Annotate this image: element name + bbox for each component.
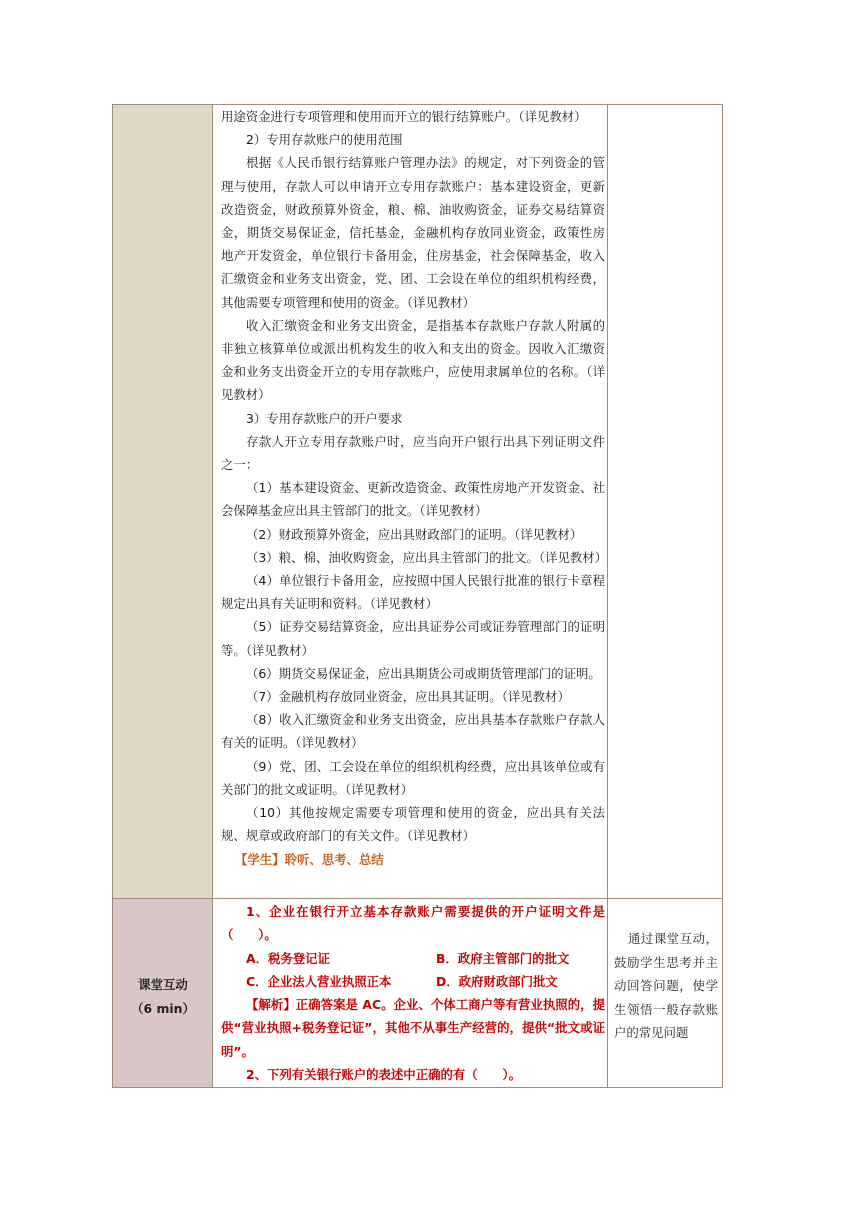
- content-paragraph: 用途资金进行专项管理和使用而开立的银行结算账户。（详见教材）: [221, 109, 587, 124]
- question-block: [221, 900, 605, 1086]
- content-paragraph: （5）证券交易结算资金，应出具证券公司或证券管理部门的证明等。（详见教材）: [221, 619, 605, 658]
- label-cell-interaction: [113, 899, 213, 1087]
- option-b: B．政府主管部门的批文: [436, 950, 570, 966]
- question-2: 2、下列有关银行账户的表述中正确的有（ ）。: [246, 1067, 522, 1083]
- teaching-note: [614, 927, 718, 1045]
- lesson-content: [221, 105, 608, 871]
- content-paragraph: 2）专用存款账户的使用范围: [246, 132, 403, 148]
- section-duration: （6 min）: [131, 1001, 195, 1016]
- section-title: 课堂互动: [138, 977, 188, 992]
- option-a: A．税务登记证: [246, 950, 330, 966]
- note-cell-interaction: [608, 899, 722, 1087]
- content-paragraph: （3）粮、棉、油收购资金，应出具主管部门的批文。（详见教材）: [246, 549, 608, 565]
- option-c: C．企业法人营业执照正本: [246, 973, 392, 989]
- lesson-plan-table: [112, 104, 723, 1088]
- content-paragraph: （10）其他按规定需要专项管理和使用的资金，应出具有关法规、规章或政府部门的有关文件。（详见教材）: [221, 805, 605, 844]
- options-row-2: [221, 970, 605, 993]
- answer-analysis: 【解析】正确答案是 AC。企业、个体工商户等有营业执照的，提供“营业执照+税务登记证”，其他不从事生产经营的，提供“批文或证明”。: [221, 997, 605, 1059]
- content-cell-top: [213, 105, 608, 899]
- question-1: 1、企业在银行开立基本存款账户需要提供的开户证明文件是（ ）。: [221, 904, 605, 943]
- content-paragraph: （7）金融机构存放同业资金，应出具其证明。（详见教材）: [246, 689, 570, 705]
- teaching-note-text: 通过课堂互动，鼓励学生思考并主动回答问题，使学生领悟一般存款账户的常见问题: [614, 931, 718, 1040]
- section-label: [113, 973, 213, 1021]
- content-paragraph: （9）党、团、工会设在单位的组织机构经费，应出具该单位或有关部门的批文或证明。（详见教材）: [221, 758, 605, 797]
- content-paragraph: 3）专用存款账户的开户要求: [246, 410, 403, 426]
- option-d: D．政府财政部门批文: [436, 973, 558, 989]
- content-paragraph: （8）收入汇缴资金和业务支出资金，应出具基本存款账户存款人有关的证明。（详见教材）: [221, 712, 605, 751]
- content-paragraph: （6）期货交易保证金，应出具期货公司或期货管理部门的证明。: [246, 665, 601, 681]
- content-paragraph: 存款人开立专用存款账户时，应当向开户银行出具下列证明文件之一：: [221, 433, 605, 473]
- options-row-1: [221, 947, 605, 970]
- content-cell-interaction: [213, 899, 608, 1087]
- content-paragraph: （2）财政预算外资金，应出具财政部门的证明。（详见教材）: [246, 526, 583, 542]
- student-activity-note: 【学生】聆听、思考、总结: [235, 851, 384, 867]
- content-paragraph: （4）单位银行卡备用金，应按照中国人民银行批准的银行卡章程规定出具有关证明和资料。（详见教材）: [221, 573, 605, 612]
- content-paragraph: 收入汇缴资金和业务支出资金，是指基本存款账户存款人附属的非独立核算单位或派出机构发生的收入和支出的资金。因收入汇缴资金和业务支出资金开立的专用存款账户，应使用隶属单位的名称。（详见教材）: [221, 317, 605, 403]
- label-cell-top: [113, 105, 213, 899]
- note-cell-top: [608, 105, 722, 899]
- content-paragraph: 根据《人民币银行结算账户管理办法》的规定，对下列资金的管理与使用，存款人可以申请开立专用存款账户：基本建设资金，更新改造资金，财政预算外资金，粮、棉、油收购资金，证券交易结算资金，期货交易保证金，信托基金，金融机构存放同业资金，政策性房地产开发资金，单位银行卡备用金，住房基金，社会保障基金，收入汇缴资金和业务支出资金，党、团、工会设在单位的组织机构经费，其他需要专项管理和使用的资金。（详见教材）: [221, 155, 605, 310]
- content-paragraph: （1）基本建设资金、更新改造资金、政策性房地产开发资金、社会保障基金应出具主管部门的批文。（详见教材）: [221, 480, 605, 519]
